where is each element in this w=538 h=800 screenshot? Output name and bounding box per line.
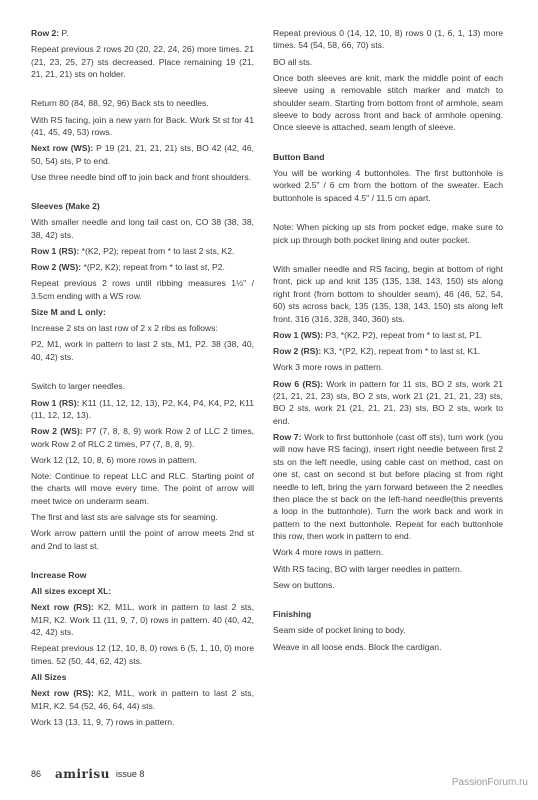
heading-sleeves: Sleeves (Make 2) <box>31 201 100 212</box>
paragraph: Repeat previous 2 rows until ribbing measures 1½" / 3.5cm ending with a WS row. <box>31 278 254 301</box>
paragraph: Repeat previous 12 (12, 10, 8, 0) rows 6 (5, 1, 10, 0) more times. 52 (50, 44, 62, 42) sts. <box>31 643 254 666</box>
paragraph: With RS facing, BO with larger needles in pattern. <box>273 563 463 574</box>
paragraph: Once both sleeves are knit, mark the middle point of each sleeve using a removable stitch marker and match to shoulder seam. Starting from bottom front of armhole, seam sleeve to body across front and back of armhole opening. Once sleeve is attached, seam length of sleeve. <box>273 72 503 133</box>
row2-line: Row 2 (WS): *(P2, K2); repeat from * to last st, P2. <box>31 262 225 273</box>
next-row-line: Next row (RS): K2, M1L, work in pattern to last 2 sts, M1R, K2. 54 (52, 46, 64, 44) sts. <box>31 688 254 711</box>
row1-line: Row 1 (RS): *(K2, P2); repeat from * to last 2 sts, K2. <box>31 246 235 257</box>
paragraph: Sew on buttons. <box>273 579 335 590</box>
amirisu-logo: amirisu <box>55 767 110 781</box>
paragraph: The first and last sts are salvage sts for seaming. <box>31 511 218 522</box>
paragraph: Repeat previous 0 (14, 12, 10, 8) rows 0 (1, 6, 1, 13) more times. 54 (54, 58, 66, 70) sts. <box>273 28 503 51</box>
left-column <box>31 27 254 728</box>
paragraph: Use three needle bind off to join back and front shoulders. <box>31 171 252 182</box>
row2-line: Row 2: P. <box>31 28 69 38</box>
note: Note: When picking up sts from pocket edge, make sure to pick up through both pocket lining and outer pocket. <box>273 222 503 245</box>
paragraph: Work 4 more rows in pattern. <box>273 547 384 558</box>
paragraph: With RS facing, join a new yarn for Back. Work St st for 41 (41, 45, 49, 53) rows. <box>31 114 254 138</box>
next-row-line: Next row (WS): P 19 (21, 21, 21, 21) sts, BO 42 (42, 46, 50, 54) sts, P to end. <box>31 143 255 166</box>
heading-increase-row: Increase Row <box>31 569 87 580</box>
heading-size-m-l: Size M and L only: <box>31 307 106 318</box>
row2-line: Row 2 (RS): K3, *(P2, K2), repeat from * to last st, K1. <box>273 346 481 357</box>
paragraph: You will be working 4 buttonholes. The first buttonhole is worked 2.5" / 6 cm from the bottom of the sweater. Each buttonhole is spaced 4.5" / 11.5 cm apart. <box>273 168 503 203</box>
row7-line: Row 7: Work to first buttonhole (cast off sts), turn work (you will now have RS facing), insert right needle between first 2 sts on the left needle, using cable cast on method, cast on one st, cast on second st but before placing st from right needle to left, bring the yarn forward between the 2 needles then place the st back on the left-hand needle(this prevents a loop in the buttonhole). Turn the work back and work in pattern to the next buttonhole. Repeat for each buttonhole this row, then work in pattern to end. <box>273 431 504 542</box>
paragraph: BO all sts. <box>273 56 313 67</box>
heading-button-band: Button Band <box>273 151 325 162</box>
row6-line: Row 6 (RS): Work in pattern for 11 sts, BO 2 sts, work 21 (21, 21, 21, 23) sts, BO 2 sts, work 21 (21, 21, 21, 23) sts, BO 2 sts, work 21 (21, 21, 21, 23) sts, BO 2 sts, work to end. <box>273 378 503 426</box>
row1-line: Row 1 (RS): K11 (11, 12, 12, 13), P2, K4, P4, K4, P2, K11 (11, 12, 12, 13). <box>31 397 255 420</box>
page-number: 86 <box>31 769 42 779</box>
note: Note: Continue to repeat LLC and RLC. Starting point of the charts will move every time. The point of arrow will meet twice on underarm seam. <box>31 470 254 506</box>
paragraph: Work arrow pattern until the point of arrow meets 2nd st and 2nd to last st. <box>31 528 254 551</box>
right-column <box>273 27 503 653</box>
heading-finishing: Finishing <box>273 609 312 620</box>
heading-all-except-xl: All sizes except XL: <box>31 586 112 597</box>
row2-line: Row 2 (WS): P7 (7, 8, 8, 9) work Row 2 of LLC 2 times, work Row 2 of RLC 2 times, P7 (7, 8, 8, 9). <box>31 426 255 449</box>
paragraph: With smaller needle and long tail cast on, CO 38 (38, 38, 38, 42) sts. <box>31 217 254 240</box>
heading-all-sizes: All Sizes <box>31 671 67 682</box>
paragraph: Work 13 (13, 11, 9, 7) rows in pattern. <box>31 716 175 727</box>
row1-line: Row 1 (WS): P3, *(K2, P2), repeat from * to last st, P1. <box>273 329 483 340</box>
paragraph: Work 3 more rows in pattern. <box>273 362 384 373</box>
paragraph: Repeat previous 2 rows 20 (20, 22, 24, 26) more times. 21 (21, 23, 25, 27) sts decreased. Place remaining 19 (21, 21, 21, 21) sts on holder. <box>31 44 254 80</box>
paragraph: With smaller needle and RS facing, begin at bottom of right front, pick up and knit 135 (135, 138, 143, 150) sts along right front (from bottom to shoulder seam), 46 (46, 52, 54, 60) sts across back, 135 (135, 138, 143, 150) sts along left front. 316 (316, 328, 340, 360) sts. <box>273 264 503 324</box>
paragraph: Return 80 (84, 88, 92, 96) Back sts to needles. <box>31 98 209 109</box>
watermark: PassionForum.ru <box>451 777 528 788</box>
paragraph: Switch to larger needles. <box>31 381 126 392</box>
paragraph: Increase 2 sts on last row of 2 x 2 ribs as follows: <box>31 323 218 334</box>
paragraph: Seam side of pocket lining to body. <box>273 625 406 636</box>
paragraph: Work 12 (12, 10, 8, 6) more rows in pattern. <box>31 454 198 465</box>
paragraph: Weave in all loose ends. Block the cardigan. <box>273 641 442 652</box>
paragraph: P2, M1, work in pattern to last 2 sts, M1, P2. 38 (38, 40, 40, 42) sts. <box>31 339 254 362</box>
page-footer <box>31 765 144 783</box>
next-row-line: Next row (RS): K2, M1L, work in pattern to last 2 sts, M1R, K2. Work 11 (11, 9, 7, 0) rows in pattern. 40 (40, 42, 42, 42) sts. <box>31 602 254 638</box>
issue-label: issue 8 <box>115 769 145 779</box>
